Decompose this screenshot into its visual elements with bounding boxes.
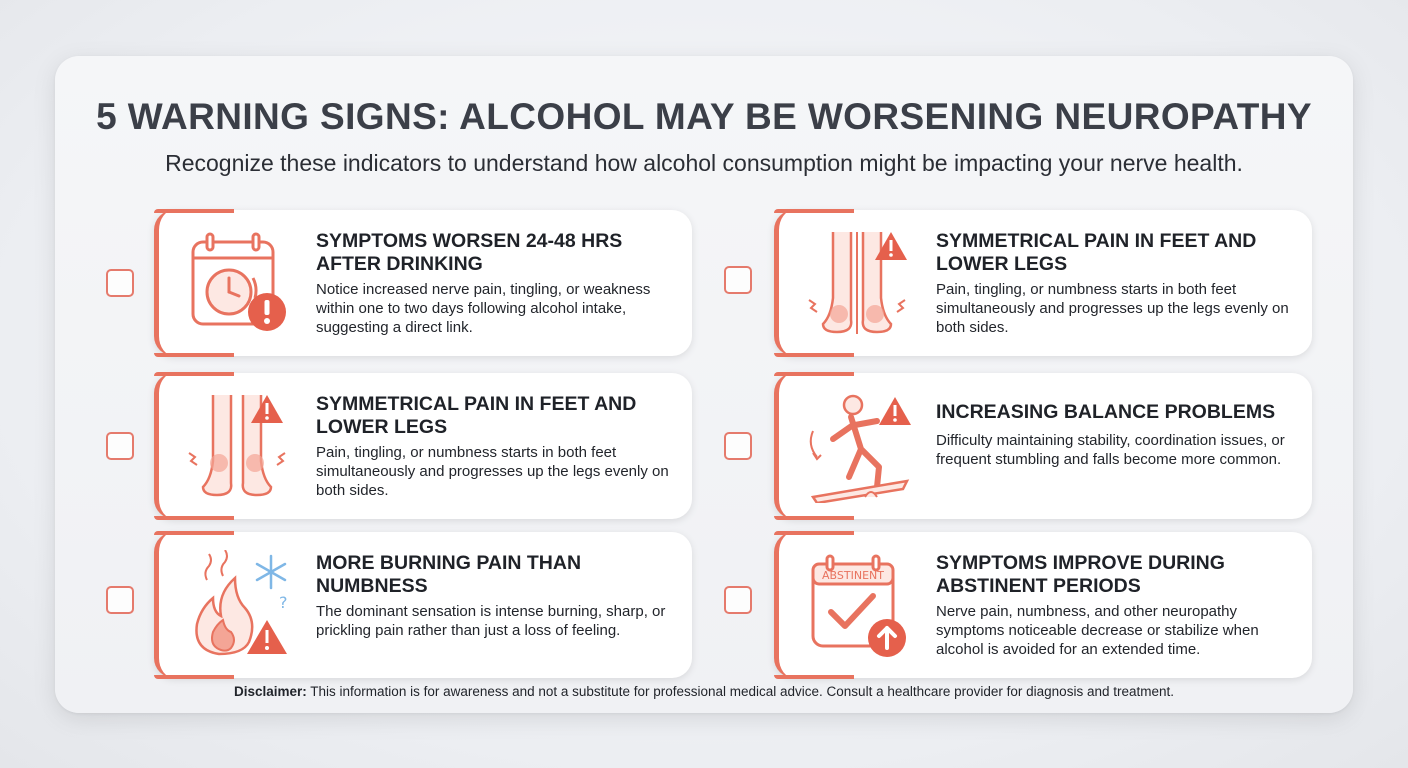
card-title: MORE BURNING PAIN THAN NUMBNESS — [316, 552, 582, 597]
card-title: INCREASING BALANCE PROBLEMS — [936, 401, 1276, 423]
card-improve-abstinent — [774, 532, 1312, 678]
card-balance-problems — [774, 373, 1312, 519]
card-worsen-after-drinking — [154, 210, 692, 356]
legs-warning-icon — [803, 228, 917, 340]
card-title: SYMMETRICAL PAIN IN FEET AND LOWER LEGS — [316, 393, 637, 438]
checkbox-worsen-after-drinking[interactable] — [106, 269, 134, 297]
page-title: 5 WARNING SIGNS: ALCOHOL MAY BE WORSENING NEUROPATHY — [96, 96, 1312, 137]
checkbox-balance-problems[interactable] — [724, 432, 752, 460]
abstinent-calendar-check-icon — [803, 550, 917, 662]
card-title: SYMMETRICAL PAIN IN FEET AND LOWER LEGS — [936, 230, 1257, 275]
calendar-clock-warning-icon — [183, 228, 297, 340]
card-description: Notice increased nerve pain, tingling, or weakness within one to two days following alcohol intake, suggesting a direct link. — [316, 281, 651, 336]
disclaimer-label: Disclaimer: — [233, 684, 307, 699]
card-title: SYMPTOMS IMPROVE DURING ABSTINENT PERIODS — [936, 552, 1225, 597]
checkbox-burning-pain[interactable] — [106, 586, 134, 614]
disclaimer — [0, 684, 1408, 699]
calendar-label: ABSTINENT — [822, 569, 884, 582]
card-symmetrical-pain-right — [774, 210, 1312, 356]
card-description: The dominant sensation is intense burning, sharp, or prickling pain rather than just a loss of feeling. — [316, 603, 666, 639]
page-subtitle: Recognize these indicators to understand how alcohol consumption might be impacting your nerve health. — [165, 150, 1243, 176]
card-burning-pain — [154, 532, 692, 678]
card-description: Difficulty maintaining stability, coordination issues, or frequent stumbling and falls become more common. — [936, 432, 1285, 468]
legs-warning-icon — [183, 391, 297, 503]
checkbox-symmetrical-pain-right[interactable] — [724, 266, 752, 294]
card-title: SYMPTOMS WORSEN 24-48 HRS AFTER DRINKING — [316, 230, 623, 275]
flame-snowflake-warning-icon — [183, 550, 297, 662]
card-symmetrical-pain-left — [154, 373, 692, 519]
disclaimer-text: This information is for awareness and not a substitute for professional medical advice. Consult a healthcare provider for diagnosis and treatment. — [306, 684, 1174, 699]
card-description: Pain, tingling, or numbness starts in both feet simultaneously and progresses up the legs evenly on both sides. — [316, 444, 669, 499]
card-description: Pain, tingling, or numbness starts in both feet simultaneously and progresses up the legs evenly on both sides. — [936, 281, 1289, 336]
card-description: Nerve pain, numbness, and other neuropathy symptoms noticeable decrease or stabilize when alcohol is avoided for an extended time. — [936, 603, 1259, 658]
stumbling-person-warning-icon — [803, 391, 917, 503]
checkbox-improve-abstinent[interactable] — [724, 586, 752, 614]
checkbox-symmetrical-pain-left[interactable] — [106, 432, 134, 460]
svg-text:?: ? — [279, 593, 288, 612]
